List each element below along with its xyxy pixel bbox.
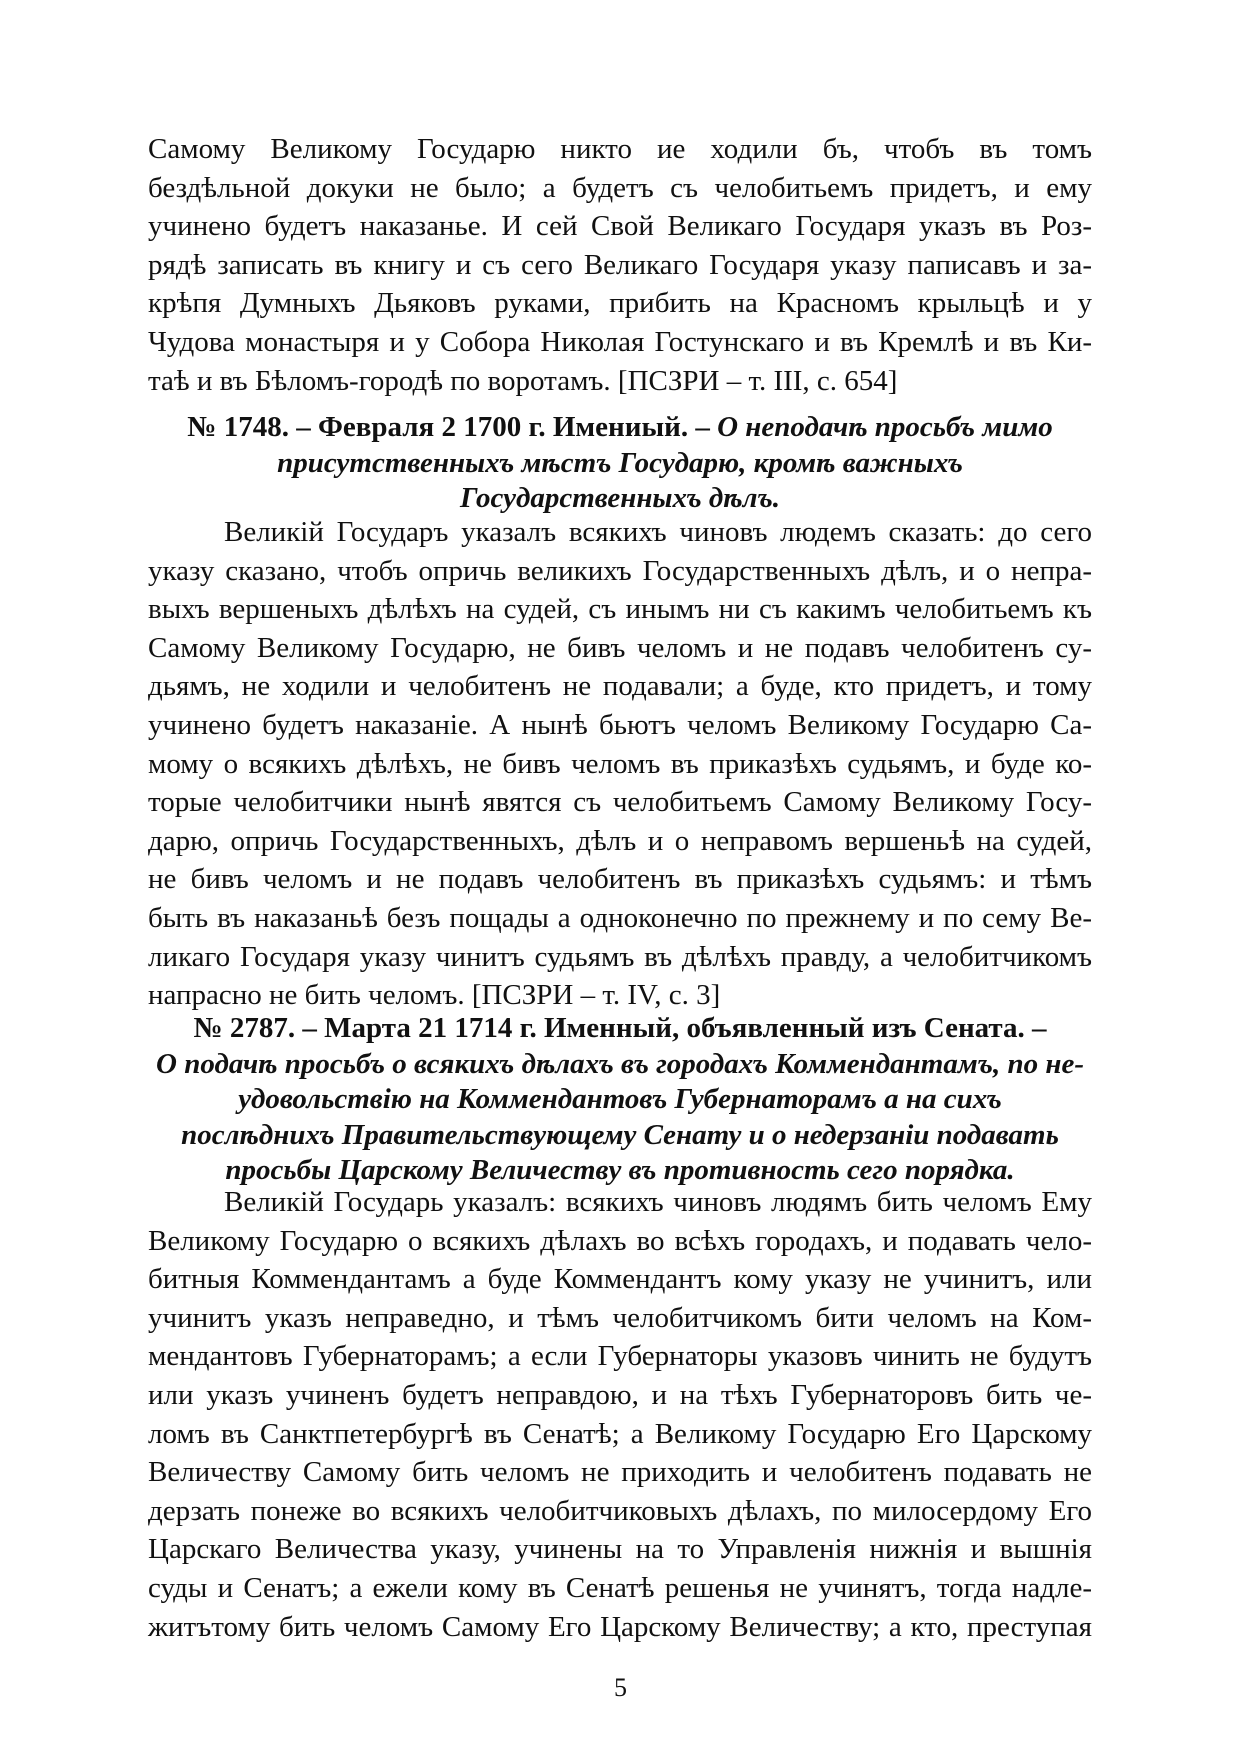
text-line: Царскаго Величества указу, учинены на то Управленія нижнія и вышнія: [148, 1533, 1092, 1566]
text-line: битныя Коммендантамъ а буде Коммендантъ кому указу не учинитъ, или: [148, 1263, 1092, 1296]
text-line: не бивъ челомъ и не подавъ челобитенъ въ приказѣхъ судьямъ: и тѣмъ: [148, 863, 1092, 896]
text-line: учинено будетъ наказаніе. А нынѣ бьютъ челомъ Великому Государю Са-: [148, 708, 1092, 741]
text-line: мому о всякихъ дѣлѣхъ, не бивъ челомъ въ приказѣхъ судьямъ, и буде ко-: [148, 747, 1092, 780]
text-line: быть въ наказаньѣ безъ пощады а одноконечно по прежнему и по сему Ве-: [148, 901, 1092, 934]
decree-1748-body: [148, 513, 1092, 1015]
text-line: ломъ въ Санктпетербургѣ въ Сенатѣ; а Великому Государю Его Царскому: [148, 1417, 1092, 1450]
heading-line: просьбы Царскому Величеству въ противность сего порядка.: [225, 1154, 1015, 1186]
text-line: житътому бить челомъ Самому Его Царскому Величеству; а кто, преступая: [148, 1610, 1092, 1643]
text-line: учинено будетъ наказанье. И сей Свой Великаго Государя указъ въ Роз-: [148, 210, 1092, 243]
text-line: бездѣльной докуки не было; а будетъ съ челобитьемъ придетъ, и ему: [148, 171, 1092, 204]
text-line: или указъ учиненъ будетъ неправдою, и на тѣхъ Губернаторовъ бить че-: [148, 1378, 1092, 1411]
text-line: ликаго Государя указу чинитъ судьямъ въ дѣлѣхъ правду, а челобитчикомъ: [148, 940, 1092, 973]
heading-line: Государственныхъ дѣлъ.: [459, 482, 781, 514]
page-number: 5: [614, 1673, 627, 1702]
text-line: Самому Великому Государю, не бивъ челомъ и не подавъ челобитенъ су-: [148, 631, 1092, 664]
intro-paragraph: [148, 130, 1092, 400]
decree-2787-body: [148, 1183, 1092, 1646]
text-line: Великому Государю о всякихъ дѣлахъ во всѣхъ городахъ, и подавать чело-: [148, 1224, 1092, 1257]
text-line: таѣ и въ Бѣломъ-городѣ по воротамъ. [ПСЗРИ – т. III, с. 654]: [148, 364, 898, 397]
text-line: Великій Государъ указалъ всякихъ чиновъ людемъ сказать: до сего: [224, 516, 1092, 548]
heading-line: № 2787. – Марта 21 1714 г. Именный, объявленный изъ Сената. –: [193, 1012, 1047, 1044]
text-line: рядѣ записать въ книгу и съ сего Великаго Государя указу паписавъ и за-: [148, 248, 1092, 281]
text-line: напрасно не бить челомъ. [ПСЗРИ – т. IV, с. 3]: [148, 979, 721, 1012]
text-line: дарю, опричь Государственныхъ, дѣлъ и о неправомъ вершеньѣ на судей,: [148, 824, 1092, 857]
text-line: указу сказано, чтобъ опричь великихъ Государственныхъ дѣлъ, и о непра-: [148, 554, 1092, 587]
heading-bold: № 1748. – Февраля 2 1700 г. Имениый. –: [187, 411, 718, 443]
text-line: Величеству Самому бить челомъ не приходить и челобитенъ подавать не: [148, 1456, 1092, 1489]
text-line: Самому Великому Государю никто ие ходили бъ, чтобъ въ томъ: [148, 133, 1092, 165]
heading-line: удовольствію на Коммендантовъ Губернаторамъ а на сихъ: [238, 1083, 1002, 1115]
decree-2787-heading: [148, 1011, 1092, 1189]
heading-line: присутственныхъ мѣстъ Государю, кромѣ важныхъ: [277, 446, 963, 479]
text-line: суды и Сенатъ; а ежели кому въ Сенатѣ решенья не учинятъ, тогда надле-: [148, 1571, 1092, 1604]
heading-line: [148, 410, 1092, 446]
heading-italic: О неподачѣ просьбъ мимо: [717, 411, 1053, 443]
heading-line: послѣднихъ Правительствующему Сенату и о недерзаніи подавать: [181, 1118, 1059, 1151]
text-line: торые челобитчики нынѣ явятся съ челобитьемъ Самому Великому Госу-: [148, 786, 1092, 819]
decree-1748-heading: [148, 410, 1092, 517]
text-line: Великій Государь указалъ: всякихъ чиновъ людямъ бить челомъ Ему: [224, 1186, 1092, 1218]
text-line: Чудова монастыря и у Собора Николая Гостунскаго и въ Кремлѣ и въ Ки-: [148, 325, 1092, 358]
text-line: мендантовъ Губернаторамъ; а если Губернаторы указовъ чинить не будутъ: [148, 1340, 1092, 1373]
heading-line: О подачѣ просьбъ о всякихъ дѣлахъ въ городахъ Коммендантамъ, по не-: [156, 1047, 1084, 1080]
text-line: выхъ вершеныхъ дѣлѣхъ на судей, съ инымъ ни съ какимъ челобитьемъ къ: [148, 593, 1092, 626]
text-line: дерзать понеже во всякихъ челобитчиковыхъ дѣлахъ, по милосердому Его: [148, 1494, 1092, 1527]
text-line: дьямъ, не ходили и челобитенъ не подавали; а буде, кто придетъ, и тому: [148, 670, 1092, 703]
text-line: учинитъ указъ неправедно, и тѣмъ челобитчикомъ бити челомъ на Ком-: [148, 1301, 1092, 1334]
text-line: крѣпя Думныхъ Дьяковъ руками, прибить на Красномъ крыльцѣ и у: [148, 287, 1092, 320]
